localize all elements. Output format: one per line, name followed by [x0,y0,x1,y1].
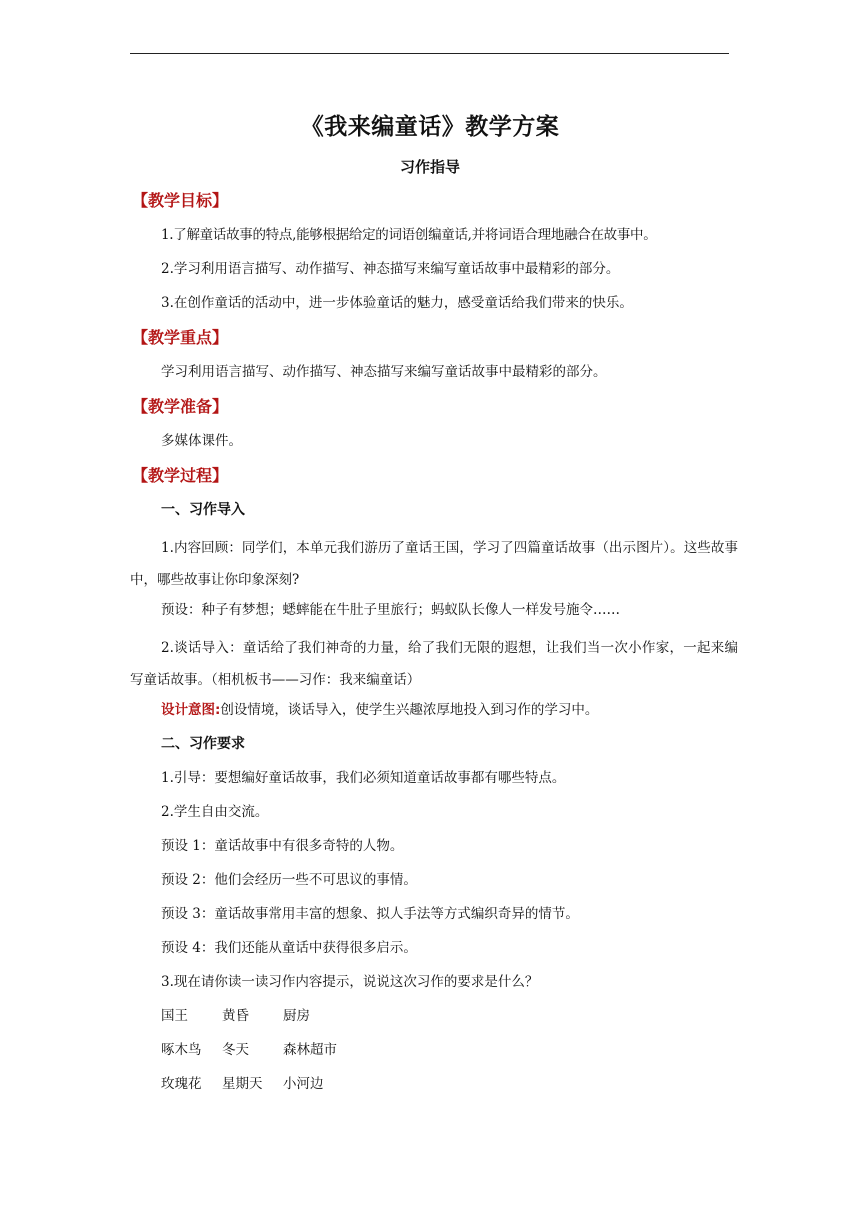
section-heading-focus: 【教学重点】 [132,328,229,347]
design-intent-label: 设计意图: [161,702,221,718]
header-rule [130,53,729,54]
paragraph-read-prompt: 3.现在请你读一读习作内容提示，说说这次习作的要求是什么？ [161,974,539,990]
word-item: 国王 [161,1008,188,1024]
word-item: 小河边 [283,1076,324,1092]
preset-item: 预设 2：他们会经历一些不可思议的事情。 [161,872,417,888]
subheading-writing-intro: 一、习作导入 [161,502,245,518]
paragraph-preset: 预设：种子有梦想；蟋蟀能在牛肚子里旅行；蚂蚁队长像人一样发号施令…… [161,602,620,618]
section-heading-preparation: 【教学准备】 [132,397,229,416]
word-item: 厨房 [283,1008,310,1024]
word-item: 星期天 [222,1076,263,1092]
preset-item: 预设 4：我们还能从童话中获得很多启示。 [161,940,417,956]
section-heading-process: 【教学过程】 [132,466,229,485]
focus-text: 学习利用语言描写、动作描写、神态描写来编写童话故事中最精彩的部分。 [161,364,607,380]
design-intent-text: 创设情境，谈话导入，使学生兴趣浓厚地投入到习作的学习中。 [220,702,599,718]
design-intent [130,698,738,732]
paragraph-talk-intro: 2.谈话导入：童话给了我们神奇的力量，给了我们无限的遐想，让我们当一次小作家，一起来编写童话故事。（相机板书——习作：我来编童话） [130,640,738,688]
word-row [130,1072,738,1106]
paragraph-content-review: 1.内容回顾：同学们，本单元我们游历了童话王国，学习了四篇童话故事（出示图片）。这些故事中，哪些故事让你印象深刻? [130,540,738,588]
word-row [130,1038,738,1072]
preset-item: 预设 1：童话故事中有很多奇特的人物。 [161,838,404,854]
preset-item: 预设 3：童话故事常用丰富的想象、拟人手法等方式编织奇异的情节。 [161,906,579,922]
document-body [130,188,738,1106]
preparation-text: 多媒体课件。 [161,433,242,449]
subheading-writing-requirements: 二、习作要求 [161,736,245,752]
goal-item: 2.学习利用语言描写、动作描写、神态描写来编写童话故事中最精彩的部分。 [161,261,620,277]
word-item: 森林超市 [283,1042,337,1058]
goal-item: 1.了解童话故事的特点,能够根据给定的词语创编童话,并将词语合理地融合在故事中。 [161,227,657,243]
document-subtitle: 习作指导 [399,158,460,176]
paragraph-guide: 1.引导：要想编好童话故事，我们必须知道童话故事都有哪些特点。 [161,770,566,786]
paragraph-free-exchange: 2.学生自由交流。 [161,804,269,820]
section-heading-goals: 【教学目标】 [132,191,229,210]
word-item: 黄昏 [222,1008,249,1024]
word-row [130,1004,738,1038]
word-item: 玫瑰花 [161,1076,202,1092]
goal-item: 3.在创作童话的活动中，进一步体验童话的魅力，感受童话给我们带来的快乐。 [161,295,633,311]
document-title: 《我来编童话》教学方案 [300,114,560,140]
word-item: 啄木鸟 [161,1042,202,1058]
word-item: 冬天 [222,1042,249,1058]
